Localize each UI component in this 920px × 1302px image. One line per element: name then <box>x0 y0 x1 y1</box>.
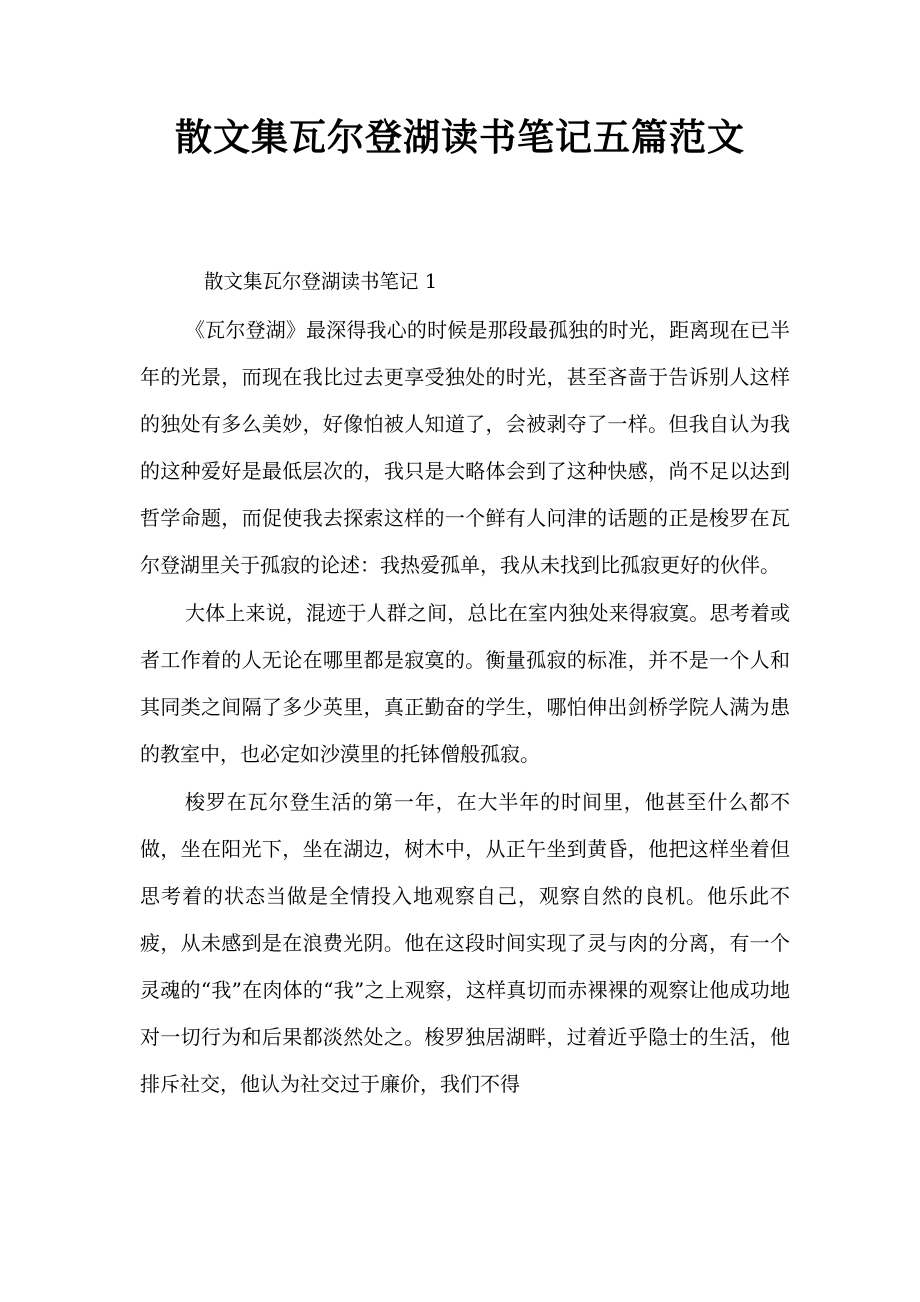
paragraph-2: 大体上来说，混迹于人群之间，总比在室内独处来得寂寞。思考着或者工作着的人无论在哪里都是寂寞的。衡量孤寂的标准，并不是一个人和其同类之间隔了多少英里，真正勤奋的学生，哪怕伸出剑桥学院人满为患的教室中，也必定如沙漠里的托钵僧般孤寂。 <box>140 601 790 766</box>
paragraph-1: 《瓦尔登湖》最深得我心的时候是那段最孤独的时光，距离现在已半年的光景，而现在我比过去更享受独处的时光，甚至吝啬于告诉别人这样的独处有多么美妙，好像怕被人知道了，会被剥夺了一样。但我自认为我的这种爱好是最低层次的，我只是大略体会到了这种快感，尚不足以达到哲学命题，而促使我去探索这样的一个鲜有人问津的话题的正是梭罗在瓦尔登湖里关于孤寂的论述：我热爱孤单，我从未找到比孤寂更好的伙伴。 <box>140 318 790 577</box>
paragraph-3: 梭罗在瓦尔登生活的第一年，在大半年的时间里，他甚至什么都不做，坐在阳光下，坐在湖边，树木中，从正午坐到黄昏，他把这样坐着但思考着的状态当做是全情投入地观察自己，观察自然的良机。他乐此不疲，从未感到是在浪费光阴。他在这段时间实现了灵与肉的分离，有一个灵魂的“我”在肉体的“我”之上观察，这样真切而赤裸裸的观察让他成功地对一切行为和后果都淡然处之。梭罗独居湖畔，过着近乎隐士的生活，他排斥社交，他认为社交过于廉价，我们不得 <box>140 790 790 1096</box>
section-heading: 散文集瓦尔登湖读书笔记 1 <box>204 270 438 293</box>
document-body <box>140 258 790 1108</box>
page-title: 散文集瓦尔登湖读书笔记五篇范文 <box>175 116 745 159</box>
